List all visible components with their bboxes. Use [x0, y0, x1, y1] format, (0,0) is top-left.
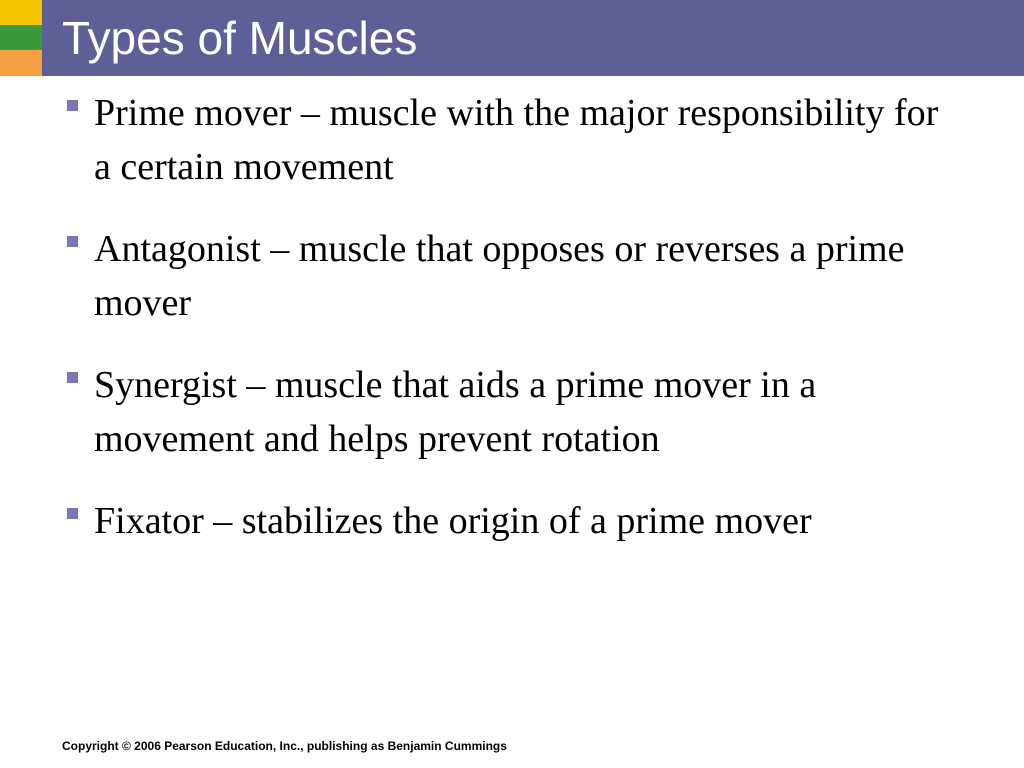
- bullet-text: Antagonist – muscle that opposes or reverses a prime mover: [94, 228, 905, 324]
- copyright-footer: Copyright © 2006 Pearson Education, Inc., publishing as Benjamin Cummings: [62, 739, 507, 753]
- square-bullet-icon: [67, 508, 78, 519]
- square-bullet-icon: [67, 236, 78, 247]
- square-bullet-icon: [67, 372, 78, 383]
- bullet-text: Synergist – muscle that aids a prime mover in a movement and helps prevent rotation: [94, 364, 817, 460]
- bullet-item-prime-mover: [64, 86, 944, 194]
- accent-green-block: [0, 25, 42, 50]
- bullet-item-fixator: [64, 494, 944, 548]
- bullet-text: Prime mover – muscle with the major responsibility for a certain movement: [94, 92, 939, 188]
- bullet-text: Fixator – stabilizes the origin of a prime mover: [94, 500, 812, 542]
- accent-yellow-block: [0, 0, 42, 25]
- bullet-item-antagonist: [64, 222, 944, 330]
- bullet-item-synergist: [64, 358, 944, 466]
- slide-title: Types of Muscles: [62, 12, 418, 64]
- accent-orange-block: [0, 50, 42, 76]
- square-bullet-icon: [67, 100, 78, 111]
- bullet-list: [64, 86, 944, 576]
